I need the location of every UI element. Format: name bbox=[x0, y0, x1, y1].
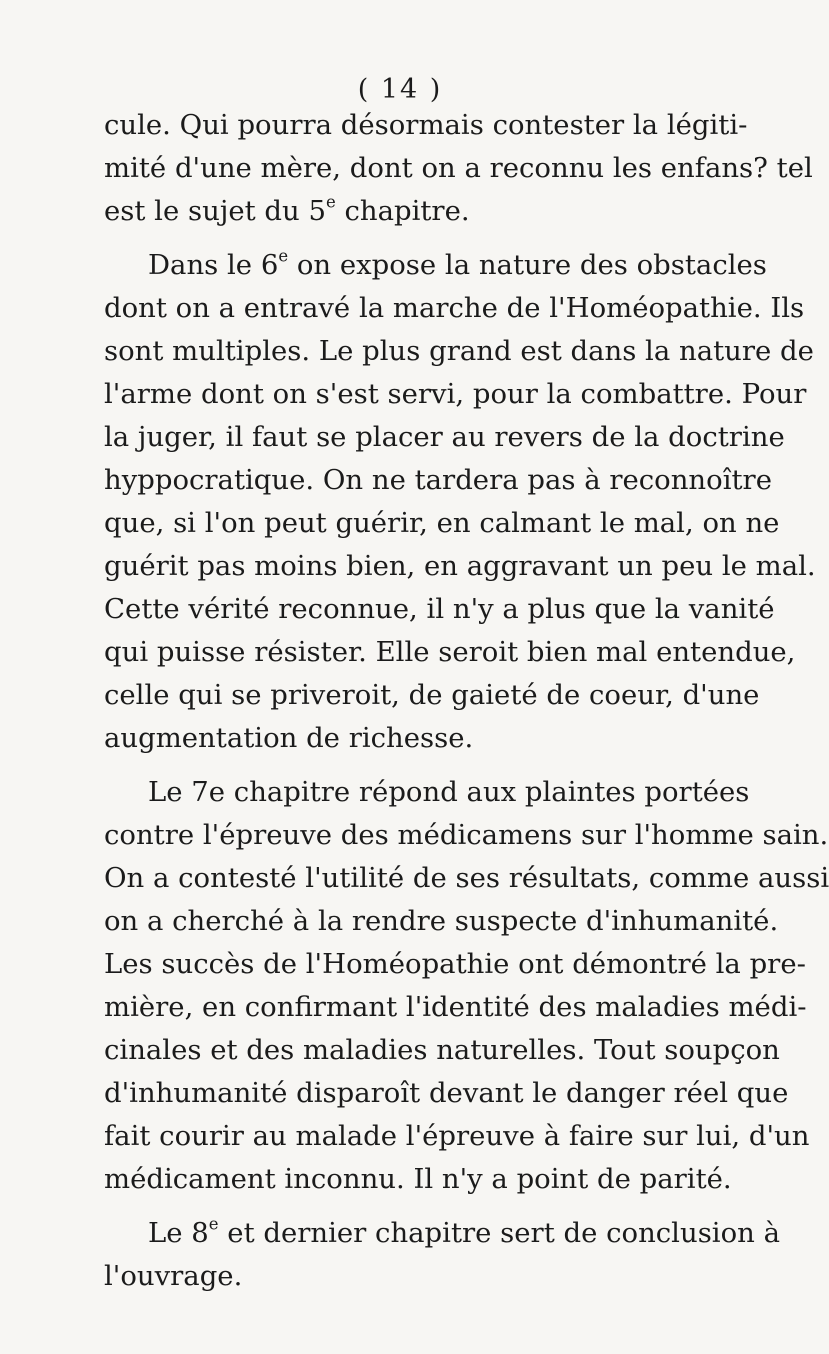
text-line: fait courir au malade l'épreuve à faire sur lui, d'un bbox=[104, 1120, 810, 1152]
text-line: médicament inconnu. Il n'y a point de parité. bbox=[104, 1163, 732, 1195]
text-line: On a contesté l'utilité de ses résultats, comme aussi bbox=[104, 862, 829, 894]
text-line: d'inhumanité disparoît devant le danger réel que bbox=[104, 1077, 789, 1109]
text-line: augmentation de richesse. bbox=[104, 722, 474, 754]
text-line: qui puisse résister. Elle seroit bien mal entendue, bbox=[104, 636, 796, 668]
text-line: cule. Qui pourra désormais contester la légiti- bbox=[104, 109, 748, 141]
text-line: cinales et des maladies naturelles. Tout soupçon bbox=[104, 1034, 780, 1066]
paragraph-chapter-8 bbox=[104, 1212, 781, 1298]
text-line: sont multiples. Le plus grand est dans la nature de bbox=[104, 335, 814, 367]
text-line: Cette vérité reconnue, il n'y a plus que la vanité bbox=[104, 593, 775, 625]
text-line: l'arme dont on s'est servi, pour la combattre. Pour bbox=[104, 378, 807, 410]
text-line: que, si l'on peut guérir, en calmant le mal, on ne bbox=[104, 507, 780, 539]
paragraph-chapter-7 bbox=[104, 771, 829, 1201]
page-number: ( 14 ) bbox=[357, 74, 443, 105]
text-line: mité d'une mère, dont on a reconnu les enfans? tel bbox=[104, 152, 813, 184]
text-line: dont on a entravé la marche de l'Homéopathie. Ils bbox=[104, 292, 805, 324]
text-line: Les succès de l'Homéopathie ont démontré la pre- bbox=[104, 948, 806, 980]
text-line: Le 8e et dernier chapitre sert de conclusion à bbox=[148, 1214, 781, 1249]
text-line: Le 7e chapitre répond aux plaintes portées bbox=[148, 776, 750, 808]
text-line: mière, en confirmant l'identité des maladies médi- bbox=[104, 991, 807, 1023]
body-text bbox=[104, 104, 829, 1309]
text-line: est le sujet du 5e chapitre. bbox=[104, 192, 470, 227]
text-line: celle qui se priveroit, de gaieté de coeur, d'une bbox=[104, 679, 760, 711]
paragraph-chapter-6 bbox=[104, 244, 816, 760]
text-line: on a cherché à la rendre suspecte d'inhumanité. bbox=[104, 905, 779, 937]
text-line: contre l'épreuve des médicamens sur l'homme sain. bbox=[104, 819, 829, 851]
text-line: hyppocratique. On ne tardera pas à reconnoître bbox=[104, 464, 772, 496]
text-line: la juger, il faut se placer au revers de la doctrine bbox=[104, 421, 785, 453]
text-line: l'ouvrage. bbox=[104, 1260, 243, 1292]
text-line: Dans le 6e on expose la nature des obstacles bbox=[148, 246, 767, 281]
paragraph-chapter-5 bbox=[104, 104, 813, 233]
text-line: guérit pas moins bien, en aggravant un peu le mal. bbox=[104, 550, 816, 582]
